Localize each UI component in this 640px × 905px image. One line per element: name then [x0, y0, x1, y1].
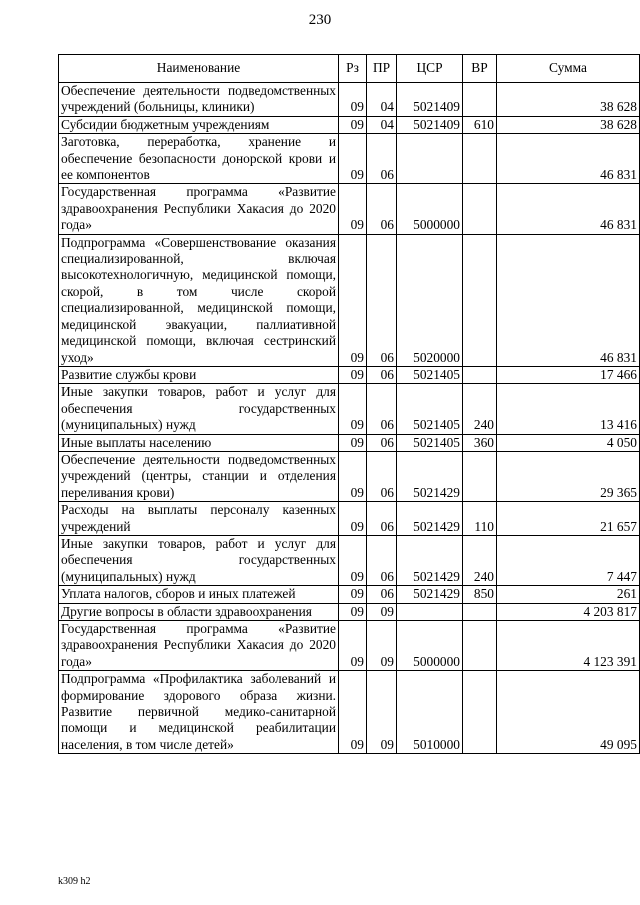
header-rz: Рз	[339, 55, 367, 83]
budget-table	[58, 54, 640, 754]
row-pr: 06	[367, 366, 397, 383]
row-csr: 5021405	[397, 384, 463, 434]
row-pr: 06	[367, 184, 397, 234]
table-row	[59, 83, 640, 117]
footer-code: k309 h2	[58, 876, 91, 887]
row-name: Другие вопросы в области здравоохранения	[59, 603, 339, 620]
table-row	[59, 535, 640, 585]
row-rz: 09	[339, 116, 367, 133]
row-csr	[397, 134, 463, 184]
table-row	[59, 434, 640, 451]
row-sum: 46 831	[497, 184, 640, 234]
row-pr: 09	[367, 621, 397, 671]
row-vr: 610	[463, 116, 497, 133]
row-vr	[463, 234, 497, 366]
row-rz: 09	[339, 83, 367, 117]
row-name: Иные выплаты населению	[59, 434, 339, 451]
header-name: Наименование	[59, 55, 339, 83]
table-row	[59, 603, 640, 620]
row-sum: 38 628	[497, 83, 640, 117]
row-pr: 06	[367, 134, 397, 184]
row-name: Уплата налогов, сборов и иных платежей	[59, 586, 339, 603]
row-name: Заготовка, переработка, хранение и обеспечение безопасности донорской крови и ее компонентов	[59, 134, 339, 184]
row-pr: 06	[367, 535, 397, 585]
row-name: Государственная программа «Развитие здравоохранения Республики Хакасия до 2020 года»	[59, 184, 339, 234]
row-rz: 09	[339, 134, 367, 184]
row-csr: 5021405	[397, 434, 463, 451]
row-rz: 09	[339, 502, 367, 536]
row-vr	[463, 83, 497, 117]
row-vr	[463, 451, 497, 501]
row-rz: 09	[339, 434, 367, 451]
row-pr: 09	[367, 603, 397, 620]
row-csr: 5000000	[397, 621, 463, 671]
row-csr: 5021429	[397, 502, 463, 536]
row-name: Подпрограмма «Совершенствование оказания специализированной, включая высокотехнологичную, медицинской помощи, скорой, в том числе скорой специализированной, медицинской помощи, медицинской эвакуации, паллиативной медицинской помощи, включая сестринский уход»	[59, 234, 339, 366]
row-sum: 261	[497, 586, 640, 603]
row-csr: 5010000	[397, 671, 463, 754]
row-pr: 06	[367, 434, 397, 451]
table-row	[59, 184, 640, 234]
row-vr: 240	[463, 384, 497, 434]
row-name: Иные закупки товаров, работ и услуг для обеспечения государственных (муниципальных) нужд	[59, 384, 339, 434]
row-name: Обеспечение деятельности подведомственных учреждений (больницы, клиники)	[59, 83, 339, 117]
table-row	[59, 134, 640, 184]
row-sum: 4 050	[497, 434, 640, 451]
header-sum: Сумма	[497, 55, 640, 83]
table-header-row	[59, 55, 640, 83]
row-pr: 04	[367, 83, 397, 117]
row-csr: 5021429	[397, 535, 463, 585]
row-csr: 5021429	[397, 586, 463, 603]
row-csr: 5021405	[397, 366, 463, 383]
row-vr: 240	[463, 535, 497, 585]
row-name: Субсидии бюджетным учреждениям	[59, 116, 339, 133]
row-rz: 09	[339, 671, 367, 754]
row-csr: 5021409	[397, 116, 463, 133]
table-row	[59, 451, 640, 501]
header-vr: ВР	[463, 55, 497, 83]
row-rz: 09	[339, 451, 367, 501]
row-sum: 7 447	[497, 535, 640, 585]
row-rz: 09	[339, 184, 367, 234]
row-sum: 46 831	[497, 134, 640, 184]
table-row	[59, 366, 640, 383]
page-number: 230	[308, 12, 332, 28]
row-rz: 09	[339, 234, 367, 366]
row-sum: 4 123 391	[497, 621, 640, 671]
row-rz: 09	[339, 621, 367, 671]
row-vr	[463, 621, 497, 671]
row-pr: 06	[367, 384, 397, 434]
table-row	[59, 586, 640, 603]
row-name: Государственная программа «Развитие здравоохранения Республики Хакасия до 2020 года»	[59, 621, 339, 671]
row-vr	[463, 366, 497, 383]
table-row	[59, 116, 640, 133]
row-name: Обеспечение деятельности подведомственных учреждений (центры, станции и отделения переливания крови)	[59, 451, 339, 501]
table-row	[59, 234, 640, 366]
row-sum: 46 831	[497, 234, 640, 366]
row-vr	[463, 184, 497, 234]
row-vr	[463, 603, 497, 620]
row-pr: 06	[367, 451, 397, 501]
row-pr: 09	[367, 671, 397, 754]
row-rz: 09	[339, 384, 367, 434]
table-row	[59, 621, 640, 671]
row-name: Расходы на выплаты персоналу казенных учреждений	[59, 502, 339, 536]
row-rz: 09	[339, 535, 367, 585]
table-row	[59, 384, 640, 434]
row-vr	[463, 671, 497, 754]
row-rz: 09	[339, 366, 367, 383]
row-sum: 13 416	[497, 384, 640, 434]
row-sum: 29 365	[497, 451, 640, 501]
table-row	[59, 502, 640, 536]
row-sum: 4 203 817	[497, 603, 640, 620]
row-name: Развитие службы крови	[59, 366, 339, 383]
row-vr: 110	[463, 502, 497, 536]
row-name: Подпрограмма «Профилактика заболеваний и формирование здорового образа жизни. Развитие первичной медико-санитарной помощи и медицинской реабилитации населения, в том числе детей»	[59, 671, 339, 754]
header-pr: ПР	[367, 55, 397, 83]
row-csr: 5000000	[397, 184, 463, 234]
row-vr: 360	[463, 434, 497, 451]
header-csr: ЦСР	[397, 55, 463, 83]
row-name: Иные закупки товаров, работ и услуг для обеспечения государственных (муниципальных) нужд	[59, 535, 339, 585]
row-sum: 17 466	[497, 366, 640, 383]
row-pr: 06	[367, 502, 397, 536]
row-sum: 38 628	[497, 116, 640, 133]
row-sum: 49 095	[497, 671, 640, 754]
row-csr	[397, 603, 463, 620]
row-rz: 09	[339, 586, 367, 603]
row-rz: 09	[339, 603, 367, 620]
row-pr: 04	[367, 116, 397, 133]
row-sum: 21 657	[497, 502, 640, 536]
table-row	[59, 671, 640, 754]
row-pr: 06	[367, 586, 397, 603]
row-vr: 850	[463, 586, 497, 603]
row-csr: 5021429	[397, 451, 463, 501]
row-csr: 5020000	[397, 234, 463, 366]
row-pr: 06	[367, 234, 397, 366]
row-csr: 5021409	[397, 83, 463, 117]
row-vr	[463, 134, 497, 184]
